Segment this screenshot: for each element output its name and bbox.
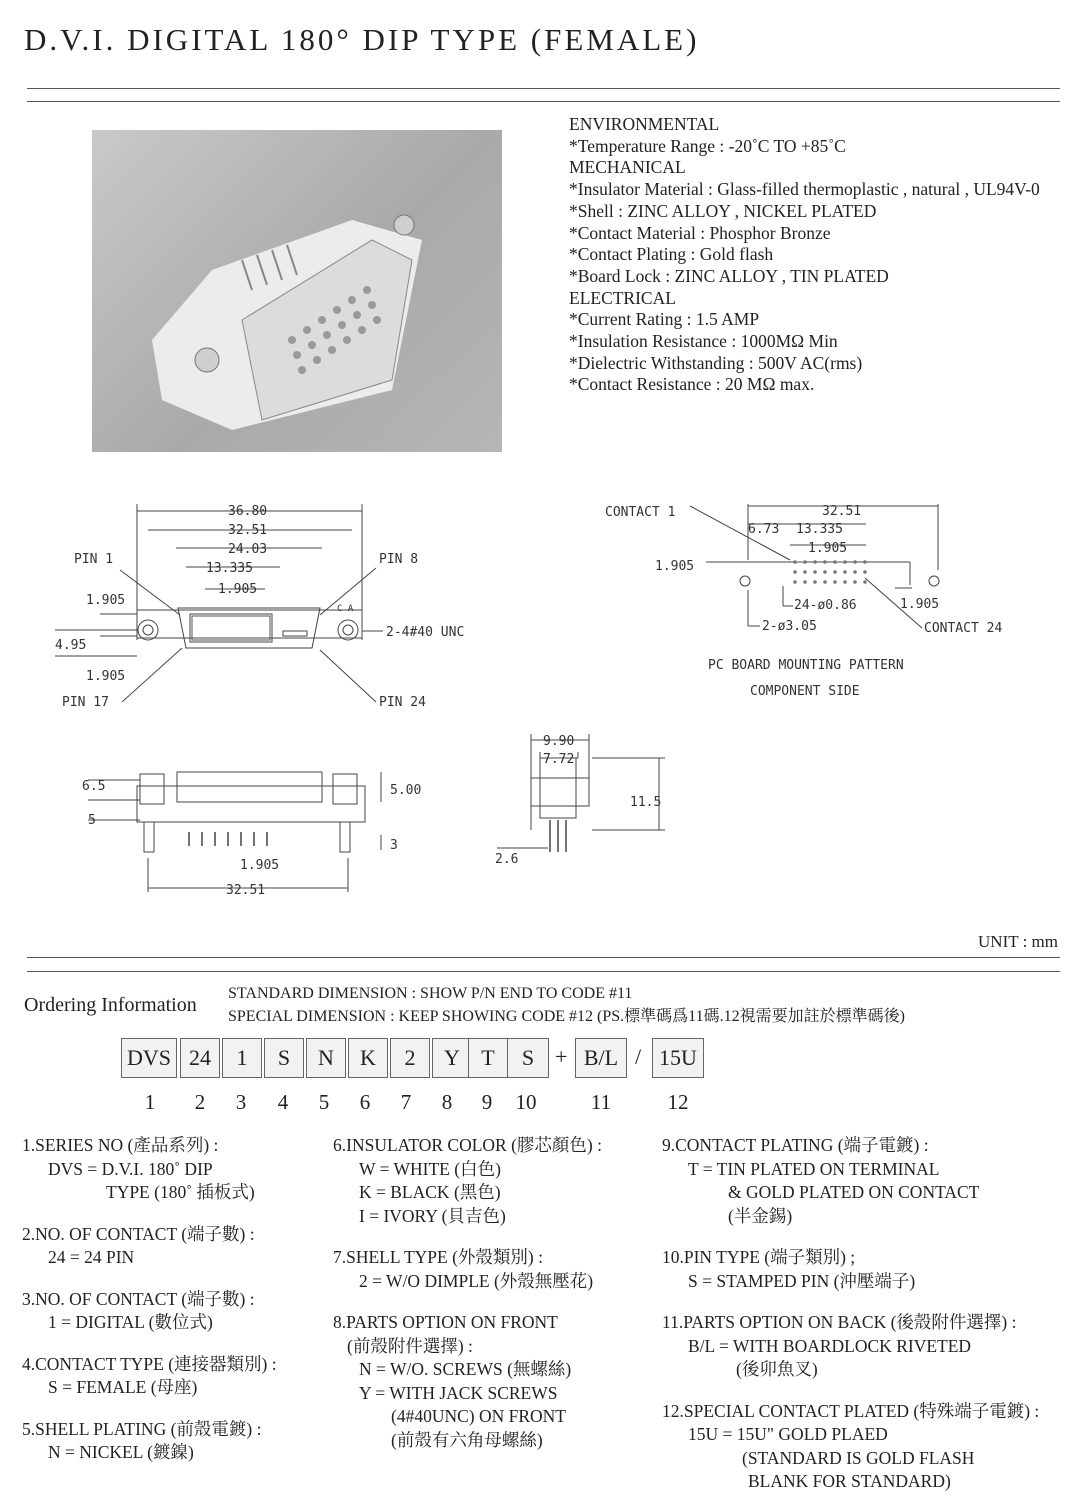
pin-label: PIN 8 <box>379 552 419 567</box>
legend-item: DVS = D.V.I. 180˚ DIP <box>48 1158 213 1179</box>
spec-line: MECHANICAL <box>569 157 686 178</box>
code-box: 1 <box>222 1038 262 1078</box>
legend-item: 2 = W/O DIMPLE (外殼無壓花) <box>359 1270 594 1291</box>
contact-label: CONTACT 1 <box>605 505 676 520</box>
code-box: S <box>507 1038 549 1078</box>
ca-label: C A <box>337 604 354 614</box>
dim-label: 1.905 <box>86 669 126 684</box>
dim-label: 5 <box>88 813 96 828</box>
legend-heading: 11.PARTS OPTION ON BACK (後殼附件選擇) : <box>662 1312 1017 1332</box>
code-box: DVS <box>121 1038 177 1078</box>
legend-heading: 2.NO. OF CONTACT (端子數) : <box>22 1223 255 1244</box>
dim-label: 1.905 <box>86 593 126 608</box>
spec-line: *Insulator Material : Glass-filled thermoplastic , natural , UL94V-0 <box>569 179 1040 200</box>
dim-label: 5.00 <box>390 783 422 798</box>
legend-item: (STANDARD IS GOLD FLASH <box>742 1447 975 1468</box>
legend-heading: 1.SERIES NO (產品系列) : <box>22 1135 219 1155</box>
spec-line: *Contact Plating : Gold flash <box>569 244 774 265</box>
page-title: D.V.I. DIGITAL 180° DIP TYPE (FEMALE) <box>24 22 700 57</box>
spec-line: *Contact Resistance : 20 MΩ max. <box>569 374 815 395</box>
dim-label: 1.905 <box>900 597 940 612</box>
dim-label: 6.73 <box>748 522 780 537</box>
dim-label: 9.90 <box>543 734 575 749</box>
legend-heading: 8.PARTS OPTION ON FRONT <box>333 1312 558 1332</box>
unit-label: UNIT : mm <box>978 932 1058 951</box>
dim-label: 13.335 <box>206 561 253 576</box>
code-number: 12 <box>667 1090 689 1114</box>
legend-item: S = FEMALE (母座) <box>48 1377 198 1397</box>
dim-label: 4.95 <box>55 638 87 653</box>
legend-item: 24 = 24 PIN <box>48 1247 135 1267</box>
legend-heading: 9.CONTACT PLATING (端子電鍍) : <box>662 1135 929 1155</box>
code-box: T <box>468 1038 508 1078</box>
pin-label: PIN 24 <box>379 695 426 710</box>
dim-label: 1.905 <box>655 559 695 574</box>
legend-heading: 3.NO. OF CONTACT (端子數) : <box>22 1288 255 1309</box>
spec-line: ENVIRONMENTAL <box>569 114 720 134</box>
pin-label: PIN 1 <box>74 552 114 567</box>
code-box: 2 <box>390 1038 430 1078</box>
dim-label: 2.6 <box>495 852 519 867</box>
spec-line: ELECTRICAL <box>569 287 676 308</box>
legend-heading: 6.INSULATOR COLOR (膠芯顏色) : <box>333 1135 602 1155</box>
code-box: Y <box>432 1038 472 1078</box>
legend-heading: 7.SHELL TYPE (外殼類別) : <box>333 1247 543 1267</box>
spec-line: *Temperature Range : -20˚C TO +85˚C <box>569 135 846 156</box>
dim-label: 2-ø3.05 <box>762 619 817 634</box>
technical-drawings <box>0 490 1092 910</box>
product-photo <box>92 130 502 452</box>
special-dimension-note: SPECIAL DIMENSION : KEEP SHOWING CODE #12 (PS.標準碼爲11碼.12視需要加註於標準碼後) <box>228 1008 905 1025</box>
dim-label: 13.335 <box>796 522 843 537</box>
pcb-caption: PC BOARD MOUNTING PATTERN <box>708 658 904 673</box>
code-box: K <box>348 1038 388 1078</box>
spec-list <box>569 114 1040 396</box>
legend-item: I = IVORY (貝吉色) <box>359 1205 506 1226</box>
dim-label: 24.03 <box>228 542 268 557</box>
code-legend-column-3 <box>662 1134 1039 1512</box>
dim-label: 32.51 <box>226 883 266 898</box>
dim-label: 11.5 <box>630 795 662 810</box>
code-box: S <box>264 1038 304 1078</box>
divider <box>27 101 1060 102</box>
spec-line: *Dielectric Withstanding : 500V AC(rms) <box>569 352 863 373</box>
legend-item: TYPE (180˚ 插板式) <box>106 1182 255 1202</box>
slash-sign: / <box>635 1044 642 1069</box>
code-number: 4 <box>277 1090 289 1114</box>
dim-label: 2-4#40 UNC <box>386 625 465 640</box>
dim-label: 32.51 <box>822 504 862 519</box>
dim-label: 36.80 <box>228 504 268 519</box>
plus-sign: + <box>555 1044 568 1069</box>
spec-line: *Insulation Resistance : 1000MΩ Min <box>569 331 838 352</box>
code-legend-column-1 <box>22 1134 277 1483</box>
code-number: 9 <box>481 1090 493 1114</box>
legend-item: & GOLD PLATED ON CONTACT <box>728 1182 980 1202</box>
dim-label: 24-ø0.86 <box>794 598 857 613</box>
dim-label: 32.51 <box>228 523 268 538</box>
code-number: 10 <box>515 1090 537 1114</box>
dim-label: 7.72 <box>543 752 575 767</box>
code-number: 11 <box>590 1090 612 1114</box>
pin-label: PIN 17 <box>62 695 109 710</box>
legend-item: (前殼有六角母螺絲) <box>391 1429 543 1450</box>
legend-item: K = BLACK (黑色) <box>359 1182 501 1202</box>
ordering-title: Ordering Information <box>24 994 197 1016</box>
code-number: 1 <box>144 1090 156 1114</box>
pcb-caption: COMPONENT SIDE <box>750 684 860 699</box>
legend-heading: (前殼附件選擇) : <box>347 1335 473 1356</box>
dim-label: 1.905 <box>808 541 848 556</box>
divider <box>27 971 1060 972</box>
code-number: 7 <box>400 1090 412 1114</box>
dim-label: 1.905 <box>240 858 280 873</box>
code-box: B/L <box>575 1038 627 1078</box>
connector-image <box>92 130 502 452</box>
dim-label: 6.5 <box>82 779 106 794</box>
dim-label: 3 <box>390 838 398 853</box>
standard-dimension-note: STANDARD DIMENSION : SHOW P/N END TO CODE #11 <box>228 985 633 1002</box>
legend-item: Y = WITH JACK SCREWS <box>359 1382 558 1403</box>
divider <box>27 88 1060 89</box>
code-number: 3 <box>235 1090 247 1114</box>
dimension-notes <box>228 982 905 1028</box>
legend-item: T = TIN PLATED ON TERMINAL <box>688 1158 940 1179</box>
legend-item: BLANK FOR STANDARD) <box>748 1471 951 1491</box>
code-box: 15U <box>652 1038 704 1078</box>
dim-label: 1.905 <box>218 582 258 597</box>
legend-heading: 5.SHELL PLATING (前殼電鍍) : <box>22 1418 262 1439</box>
code-number: 5 <box>318 1090 330 1114</box>
spec-line: *Contact Material : Phosphor Bronze <box>569 222 831 243</box>
legend-item: N = W/O. SCREWS (無螺絲) <box>359 1359 572 1379</box>
spec-line: *Current Rating : 1.5 AMP <box>569 309 760 330</box>
contact-label: CONTACT 24 <box>924 621 1003 636</box>
code-box: N <box>306 1038 346 1078</box>
legend-item: 1 = DIGITAL (數位式) <box>48 1312 213 1332</box>
legend-item: B/L = WITH BOARDLOCK RIVETED <box>688 1335 972 1356</box>
legend-item: W = WHITE (白色) <box>359 1158 501 1179</box>
code-number: 2 <box>194 1090 206 1114</box>
legend-item: N = NICKEL (鍍鎳) <box>48 1442 194 1462</box>
legend-item: 15U = 15U" GOLD PLAED <box>688 1424 888 1444</box>
legend-item: (後卯魚叉) <box>736 1359 818 1379</box>
code-legend-column-2 <box>333 1134 602 1470</box>
divider <box>27 957 1060 958</box>
legend-heading: 12.SPECIAL CONTACT PLATED (特殊端子電鍍) : <box>662 1400 1040 1421</box>
legend-heading: 10.PIN TYPE (端子類別) ; <box>662 1247 856 1267</box>
legend-heading: 4.CONTACT TYPE (連接器類別) : <box>22 1353 277 1374</box>
legend-item: (4#40UNC) ON FRONT <box>391 1406 566 1426</box>
code-number: 8 <box>441 1090 453 1114</box>
legend-item: S = STAMPED PIN (沖壓端子) <box>688 1270 916 1291</box>
spec-line: *Shell : ZINC ALLOY , NICKEL PLATED <box>569 200 877 221</box>
code-number: 6 <box>359 1090 371 1114</box>
legend-item: (半金錫) <box>728 1205 793 1226</box>
code-box: 24 <box>180 1038 220 1078</box>
spec-line: *Board Lock : ZINC ALLOY , TIN PLATED <box>569 265 889 286</box>
